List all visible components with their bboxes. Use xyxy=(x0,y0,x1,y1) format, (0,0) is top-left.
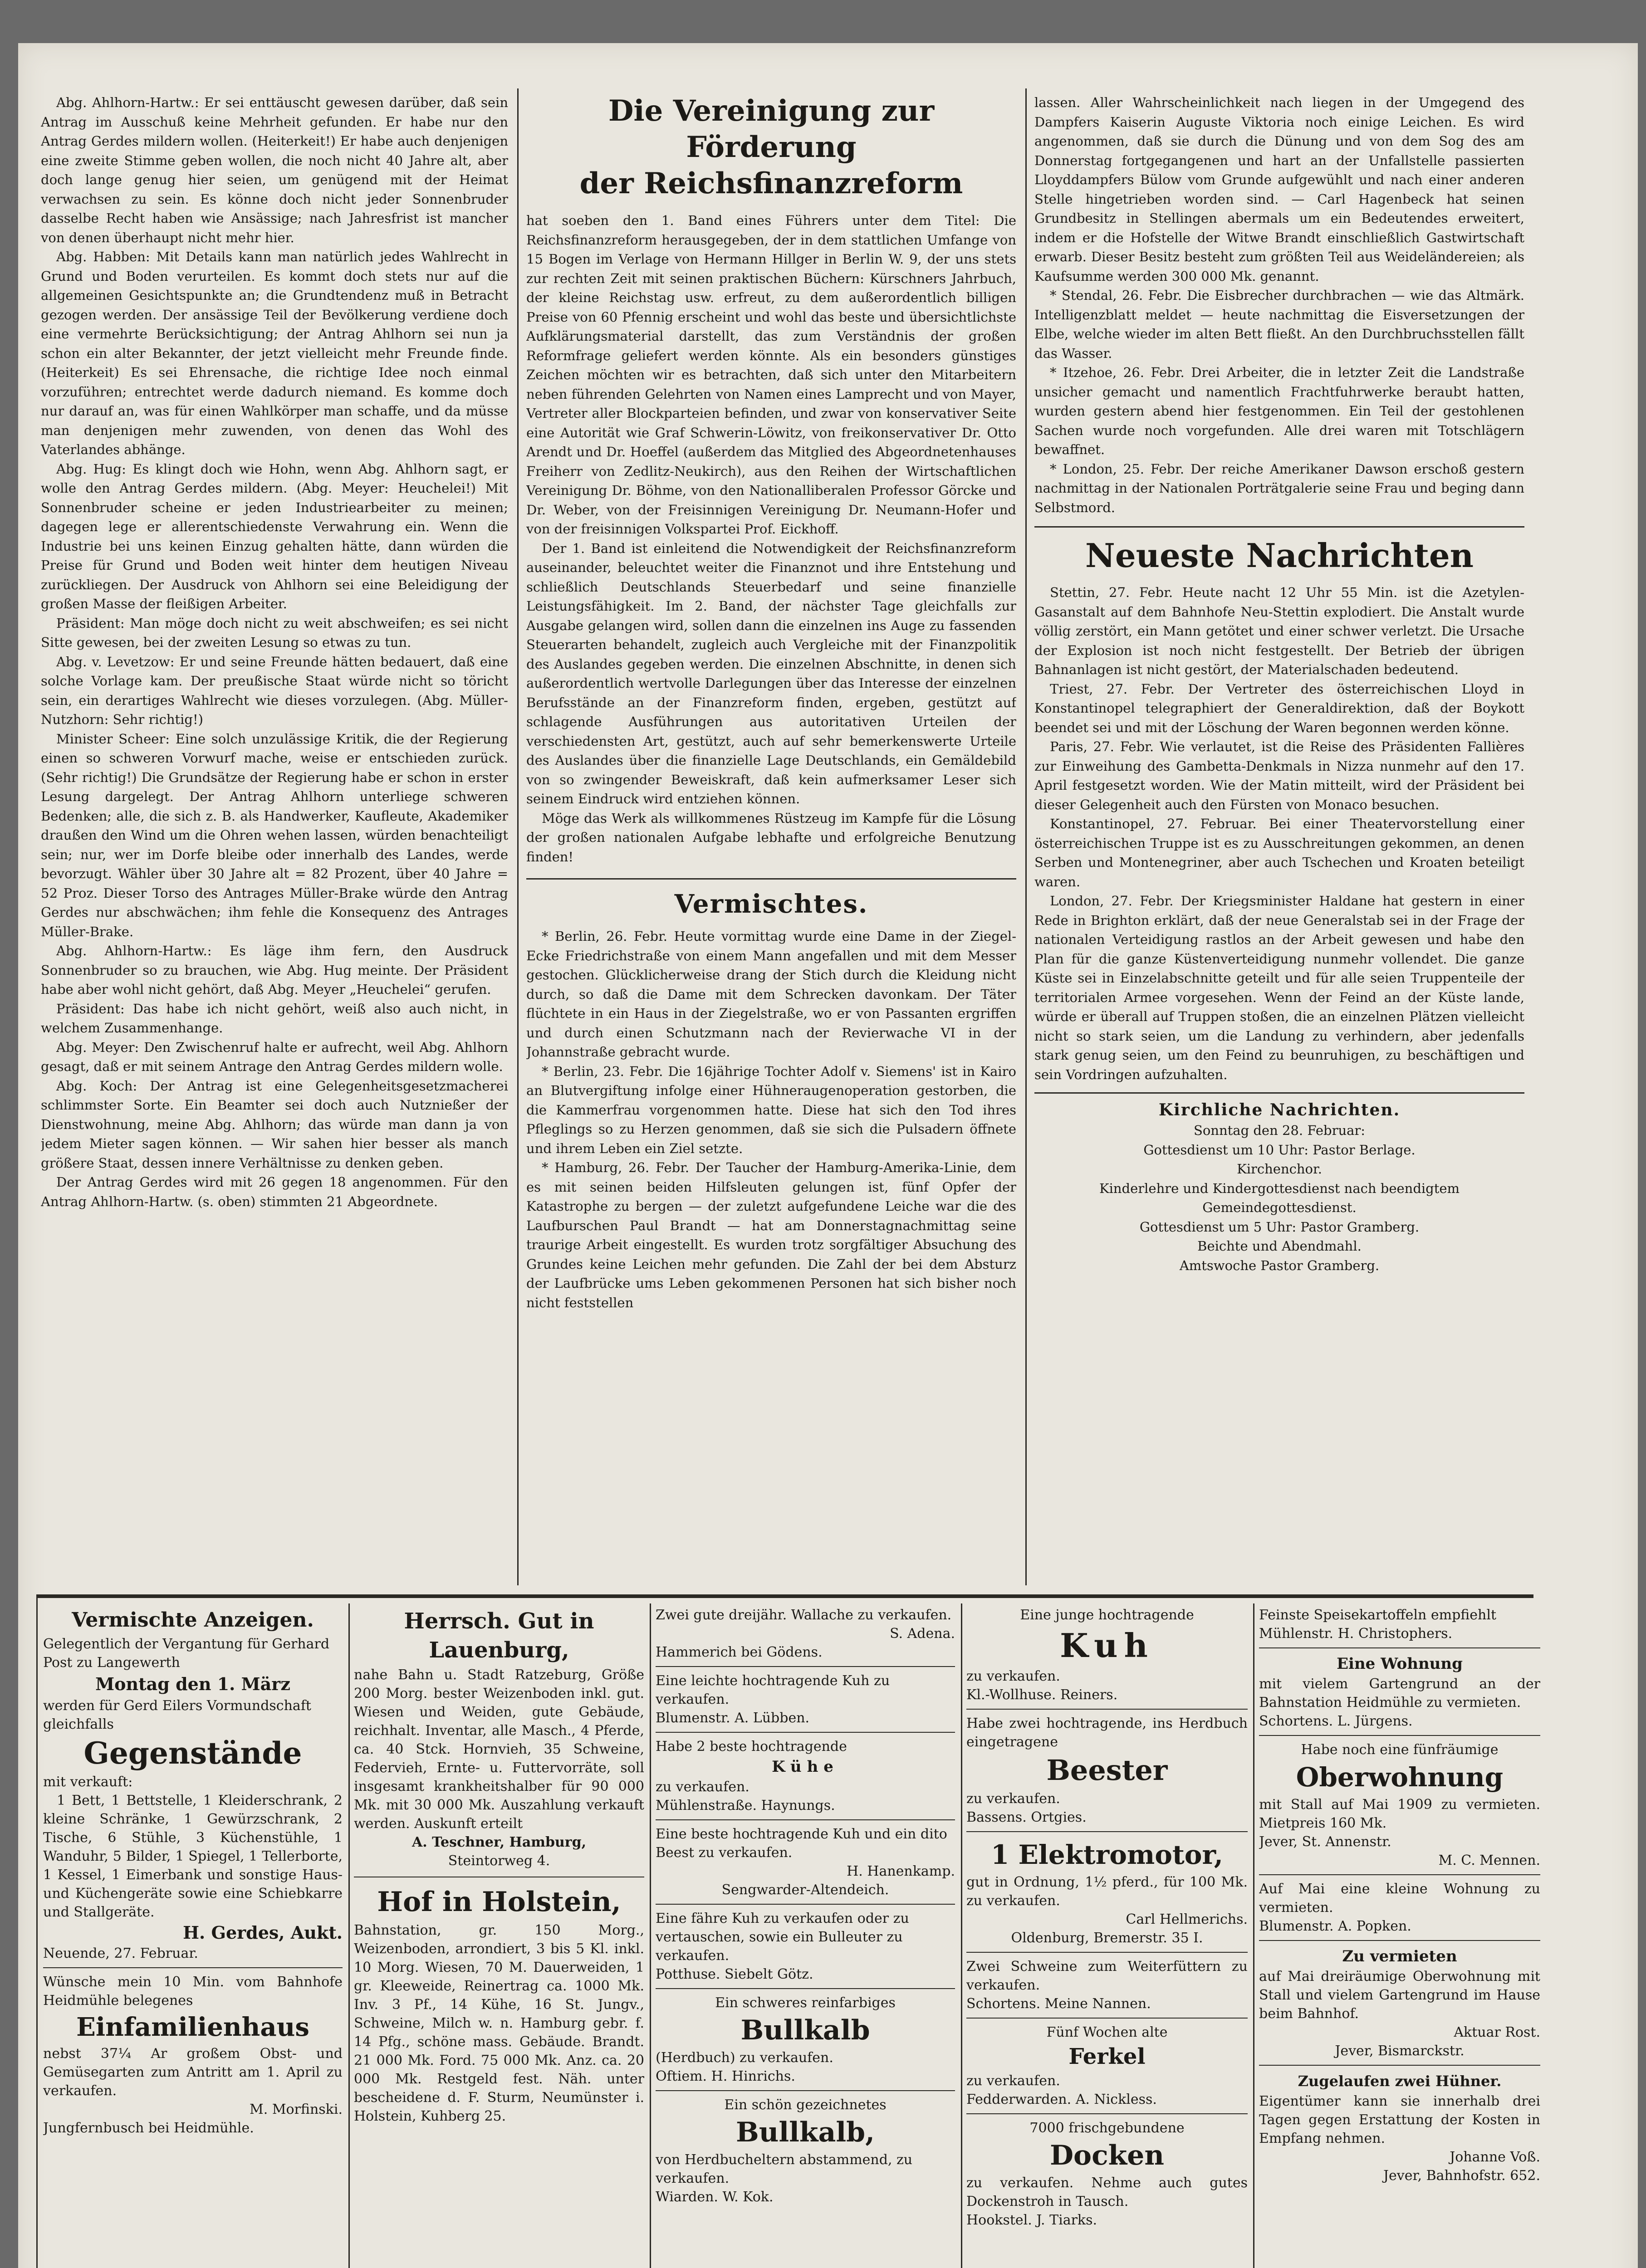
ad-divider xyxy=(43,1967,343,1968)
ad-headline: Hof in Holstein, xyxy=(377,1886,621,1918)
church-news-line: Kirchenchor. xyxy=(1237,1161,1322,1177)
ad-signature: Mühlenstr. H. Christophers. xyxy=(1259,1626,1453,1642)
article-paragraph: Abg. Koch: Der Antrag ist eine Gelegenheitsgesetzmacherei schlimmster Sorte. Ein Beamter sei doch auch Nutznießer der Dienstwohnung, meine Abg. Ahlhorn; das würde man dann ja von jedem Mieter sagen können. — Wir sahen hier besser als manch größere Staat, dessen innere Verhältnisse zu denken geben. xyxy=(41,1078,508,1171)
ad-text: zu verkaufen. xyxy=(656,1779,750,1795)
news-item: Triest, 27. Febr. Der Vertreter des österreichischen Lloyd in Konstantinopel telegraphiert der Generaldirektion, daß der Boykott beendet sei und mit der Löschung der Waren begonnen werden könne. xyxy=(1034,681,1524,735)
news-item: * Stendal, 26. Febr. Die Eisbrecher durchbrachen — wie das Altmärk. Intelligenzblatt meldet — heute nachmittag die Eisversetzungen der Elbe, welche wieder im alten Bett fließt. An den Durchbruchsstellen fällt das Wasser. xyxy=(1034,288,1524,361)
ad-text: Wünsche mein 10 Min. vom Bahnhofe Heidmühle belegenes xyxy=(43,1974,343,2009)
ad-text: nebst 37¼ Ar großem Obst- und Gemüsegarten zum Antritt am 1. April zu verkaufen. xyxy=(43,2046,343,2099)
ad-signature: Hookstel. J. Tiarks. xyxy=(966,2212,1097,2228)
ad-text: Habe noch eine fünfräumige xyxy=(1301,1742,1499,1758)
ad-text: Steintorweg 4. xyxy=(448,1853,550,1869)
ad-text: 1 Bett, 1 Bettstelle, 1 Kleiderschrank, 2 kleine Schränke, 1 Gewürzschrank, 2 Tische, 6 Stühle, 3 Küchenstühle, 1 Wanduhr, 5 Bilder, 1 Spiegel, 1 Tellerborte, 1 Kessel, 1 Eimerbank und sonstige Haus- und Küchengeräte sowie eine Schiebkarre und Stallgeräte. xyxy=(43,1793,343,1920)
article-paragraph: hat soeben den 1. Band eines Führers unter dem Titel: Die Reichsfinanzreform herausgegeben, der in dem stattlichen Umfange von 15 Bogen im Verlage von Hermann Hillger in Berlin W. 9, der uns stets zur rechten Zeit mit seinen praktischen Büchern: Kürschners Jahrbuch, der kleine Reichstag usw. erfreut, zu dem außerordentlich billigen Preise von 60 Pfennig erscheint und wohl das beste und übersichtlichste Aufklärungsmaterial darstellt, das zum Verständnis der großen Reformfrage geliefert werden könnte. Als ein besonders günstiges Zeichen möchten wir es betrachten, daß sich unter den Mitarbeitern neben führenden Gelehrten von Namen eines Lamprecht und von Mayer, Vertreter aller Blockparteien befinden, und zwar von konservativer Seite eine Autorität wie Graf Schwerin-Löwitz, von freikonservativer Dr. Otto Arendt und Dr. Hoeffel (außerdem das Mitglied des Abgeordnetenhauses Freiherr von Zedlitz-Neukirch), aus den Reihen der Wirtschaftlichen Vereinigung Dr. Böhme, von den Nationalliberalen Professor Görcke und Dr. Weber, von der Freisinnigen Vereinigung Dr. Neumann-Hofer und von der freisinnigen Volkspartei Prof. Eickhoff. xyxy=(526,213,1016,537)
ad-frame-left xyxy=(36,1594,38,2268)
ad-section-title: Vermischte Anzeigen. xyxy=(72,1608,314,1632)
ad-signature: Kl.-Wollhuse. Reiners. xyxy=(966,1687,1118,1703)
ad-text: mit verkauft: xyxy=(43,1774,133,1790)
ad-headline: Docken xyxy=(1050,2140,1164,2171)
ad-text: Gelegentlich der Vergantung für Gerhard Post zu Langewerth xyxy=(43,1636,330,1671)
article-paragraph: Der 1. Band ist einleitend die Notwendigkeit der Reichsfinanzreform auseinander, beleuchtet weiter die Finanznot und ihre Entstehung und schließlich Deutschlands Steuerbedarf und seine finanzielle Leistungsfähigkeit. Im 2. Band, der nächster Tage gleichfalls zur Ausgabe gelangen wird, sollen dann die einzelnen ins Auge zu fassenden Steuerarten behandelt, zugleich auch Vergleiche mit der Finanzpolitik des Auslandes gegeben werden. Die einzelnen Abschnitte, in denen sich außerordentlich wertvolle Darlegungen über das Interesse der einzelnen Berufsstände an der Finanzreform finden, ergeben, gestützt auf schlagende Ausführungen aus autoritativen Urteilen der verschiedensten Art, gestützt, auch auf sehr bemerkenswerte Urteile des Auslandes über die finanzielle Lage Deutschlands, ein Gemäldebild von so zwingender Beweiskraft, daß kein aufmerksamer Leser sich seinem Eindruck wird entziehen können. xyxy=(526,540,1016,807)
ad-headline: Ferkel xyxy=(1068,2044,1146,2069)
article-paragraph: Abg. Meyer: Den Zwischenruf halte er aufrecht, weil Abg. Ahlhorn gesagt, daß er mit seinem Antrage den Antrag Gerdes mildern wolle. xyxy=(41,1039,508,1074)
ad-column-rule xyxy=(650,1603,651,2268)
ad-text: gut in Ordnung, 1½ pferd., für 100 Mk. zu verkaufen. xyxy=(966,1874,1248,1909)
section-title: Neueste Nachrichten xyxy=(1085,536,1474,575)
ad-text: Hammerich bei Gödens. xyxy=(656,1644,823,1660)
ad-text: nahe Bahn u. Stadt Ratzeburg, Größe 200 Morg. bester Weizenboden inkl. gut. Wiesen und Weiden, gute Gebäude, reichhalt. Inventar, alle Masch., 4 Pferde, ca. 40 Stck. Hornvieh, 35 Schweine, Federvieh, Ernte- u. Futtervorräte, soll insgesamt krankheitshalber für 90 000 Mk. mit 30 000 Mk. Auszahlung verkauft werden. Auskunft erteilt xyxy=(354,1667,644,1832)
ad-signature: Blumenstr. A. Popken. xyxy=(1259,1918,1411,1934)
ad-text: Eine beste hochtragende Kuh und ein dito Beest zu verkaufen. xyxy=(656,1826,947,1861)
ad-headline: Zugelaufen zwei Hühner. xyxy=(1298,2072,1502,2090)
article-paragraph: Abg. Ahlhorn-Hartw.: Es läge ihm fern, den Ausdruck Sonnenbruder so zu brauchen, wie Abg. Hug meinte. Der Präsident habe aber wohl nicht gehört, daß Abg. Meyer „Heuchelei“ gerufen. xyxy=(41,943,508,997)
newspaper-page xyxy=(18,43,1638,2268)
ad-text: Eine leichte hochtragende Kuh zu verkaufen. xyxy=(656,1673,890,1707)
ad-text: Eine junge hochtragende xyxy=(1020,1607,1194,1623)
ad-text: Ein schön gezeichnetes xyxy=(724,2097,887,2113)
article-paragraph: Minister Scheer: Eine solch unzulässige Kritik, die der Regierung einen so schweren Vorwurf mache, weise er entschieden zurück. (Sehr richtig!) Die Grundsätze der Regierung habe er schon in erster Lesung dargelegt. Der Antrag Ahlhorn unterliege schweren Bedenken; alle, die sich z. B. als Handwerker, Kaufleute, Akademiker draußen den Wind um die Ohren wehen lassen, würden benachteiligt sein; nur, wer im Dorfe bleibe oder innerhalb des Landes, werde bevorzugt. Wähler über 30 Jahre alt = 82 Prozent, über 40 Jahre = 52 Proz. Dieser Torso des Antrages Müller-Brake würde den Antrag Gerdes nur abschwächen; ihm fehle die Konsequenz des Antrages Müller-Brake. xyxy=(41,731,508,939)
news-item: Konstantinopel, 27. Februar. Bei einer Theatervorstellung einer österreichischen Truppe ist es zu Ausschreitungen gekommen, an denen Serben und Montenegriner, aber auch Tschechen und Kroaten beteiligt waren. xyxy=(1034,816,1524,890)
ad-text: Fünf Wochen alte xyxy=(1046,2024,1168,2040)
ad-text: zu verkaufen. Nehme auch gutes Dockenstroh in Tausch. xyxy=(966,2175,1248,2209)
article-paragraph: Präsident: Das habe ich nicht gehört, weiß also auch nicht, in welchem Zusammenhange. xyxy=(41,1001,508,1036)
ad-headline: Einfamilienhaus xyxy=(76,2012,309,2042)
ad-signature: Carl Hellmerichs. xyxy=(1126,1911,1248,1927)
column-rule xyxy=(517,88,519,1585)
ad-text: mit vielem Gartengrund an der Bahnstation Heidmühle zu vermieten. xyxy=(1259,1676,1540,1711)
ad-signature: Wiarden. W. Kok. xyxy=(656,2189,774,2205)
church-news-line: Gottesdienst um 5 Uhr: Pastor Gramberg. xyxy=(1139,1219,1420,1235)
ad-signature: Potthuse. Siebelt Götz. xyxy=(656,1966,813,1982)
column-rule xyxy=(1025,88,1027,1585)
ad-signature: M. C. Mennen. xyxy=(1438,1853,1540,1868)
section-rule xyxy=(526,878,1016,880)
ad-signature: Johanne Voß. xyxy=(1450,2149,1540,2165)
ad-column-rule xyxy=(1253,1603,1254,2268)
article-headline: der Reichsfinanzreform xyxy=(579,166,963,200)
news-item: * Hamburg, 26. Febr. Der Taucher der Hamburg-Amerika-Linie, dem es mit seinen beiden Hilfsleuten gelungen ist, fünf Opfer der Katastrophe zu bergen — der zuletzt aufgefundene Leiche war die des Laufburschen Paul Brandt — hat am Donnerstagnachmittag seine traurige Arbeit eingestellt. Es wurden trotz sorgfältiger Absuchung des Grundes keine Leichen mehr gefunden. Die Zahl der bei dem Absturz der Laufbrücke ums Leben gekommenen Personen hat sich bisher noch nicht feststellen xyxy=(526,1160,1016,1310)
ad-headline: Gegenstände xyxy=(83,1735,302,1771)
ad-signature: Blumenstr. A. Lübben. xyxy=(656,1710,810,1726)
ad-text: Habe 2 beste hochtragende xyxy=(656,1739,847,1755)
ad-signature: Schortens. L. Jürgens. xyxy=(1259,1713,1413,1729)
section-rule xyxy=(1034,1092,1524,1094)
ad-signature: Mühlenstraße. Haynungs. xyxy=(656,1798,835,1813)
ad-text: zu verkaufen. xyxy=(966,1668,1060,1684)
article-headline: Die Vereinigung zur Förderung xyxy=(608,94,935,164)
ad-text: Montag den 1. März xyxy=(95,1674,290,1694)
ad-text: Zwei gute dreijähr. Wallache zu verkaufen. xyxy=(656,1607,952,1623)
ad-text: mit Stall auf Mai 1909 zu vermieten. Mietpreis 160 Mk. xyxy=(1259,1797,1540,1831)
ad-text: werden für Gerd Eilers Vormundschaft gleichfalls xyxy=(43,1698,311,1732)
ad-text: Ein schweres reinfarbiges xyxy=(715,1995,896,2011)
news-item: * Berlin, 26. Febr. Heute vormittag wurde eine Dame in der Ziegel- Ecke Friedrichstraße von einem Mann angefallen und mit dem Messer gestochen. Glücklicherweise drang der Stich durch die Kleidung nicht durch, so daß die Dame mit dem Schrecken davonkam. Der Täter flüchtete in ein Haus in der Ziegelstraße, wo er von Passanten ergriffen und durch einen Schutzmann nach der Revierwache VI in der Johannstraße gebracht wurde. xyxy=(526,929,1016,1060)
ad-column-d xyxy=(966,1606,1248,2268)
news-item: London, 27. Febr. Der Kriegsminister Haldane hat gestern in einer Rede in Brighton erklärt, daß der neue Generalstab sei in der Frage der nationalen Verteidigung rastlos an der Arbeit gewesen und habe den Plan für die ganze Küstenverteidigung nunmehr vollendet. Die ganze Küste sei in Einzelabschnitte geteilt und für alle seien Truppenteile der territorialen Armee vorgesehen. Wenn der Feind an der Küste lande, würde er überall auf Truppen stoßen, die an einzelnen Plätzen vielleicht nicht so stark seien, um die Landung zu verhindern, aber jedenfalls stark genug seien, um den Feind zu beunruhigen, zu beschäftigen und sein Vordringen aufzuhalten. xyxy=(1034,893,1524,1082)
ad-text: Neuende, 27. Februar. xyxy=(43,1945,198,1961)
ad-text: zu verkaufen. xyxy=(966,1791,1060,1807)
section-title: Vermischtes. xyxy=(674,889,868,919)
church-news-line: Gottesdienst um 10 Uhr: Pastor Berlage. xyxy=(1143,1142,1416,1158)
ad-text: Bahnstation, gr. 150 Morg., Weizenboden, arrondiert, 3 bis 5 Kl. inkl. 10 Morg. Wiesen, 70 M. Dauerweiden, 1 gr. Kleeweide, Reinertrag ca. 1000 Mk. Inv. 3 Pf., 14 Kühe, 16 St. Jungv., Schweine, Milch w. n. Hamburg gebr. f. 14 Pfg., schöne mass. Gebäude. Brandt. 21 000 Mk. Ford. 75 000 Mk. Anz. ca. 20 000 Mk. Restgeld fest. Näh. unter bescheidene d. F. Sturm, Neumünster i. Holstein, Kuhberg 25. xyxy=(354,1922,644,2124)
ad-column-e xyxy=(1259,1606,1540,2268)
church-news-line: Beichte und Abendmahl. xyxy=(1197,1238,1362,1254)
article-paragraph: Abg. Hug: Es klingt doch wie Hohn, wenn Abg. Ahlhorn sagt, er wolle den Antrag Gerdes mildern. (Abg. Meyer: Heuchelei!) Mit Sonnenbruder scheine er jeden Industriearbeiter zu meinen; dagegen lege er allerentschiedenste Verwahrung ein. Wenn die Industrie bei uns keinen Einzug gehalten hätte, dann würden die Preise für Grund und Boden weit hinter dem heutigen Niveau zurückliegen. Der Ausdruck von Ahlhorn sei eine Beleidigung der großen Masse der fleißigen Arbeiter. xyxy=(41,461,508,611)
article-paragraph: Der Antrag Gerdes wird mit 26 gegen 18 angenommen. Für den Antrag Ahlhorn-Hartw. (s. oben) stimmten 21 Abgeordnete. xyxy=(41,1174,508,1209)
ad-column-rule xyxy=(961,1603,962,2268)
ad-signature: Bassens. Ortgies. xyxy=(966,1809,1087,1825)
ad-column-c xyxy=(656,1606,955,2268)
news-item: * Berlin, 23. Febr. Die 16jährige Tochter Adolf v. Siemens' ist in Kairo an Blutvergiftung infolge einer Hühneraugenoperation gestorben, die die Kammerfrau vorgenommen hatte. Diese hat sich den Tod ihres Pfleglings so zu Herzen genommen, daß sie sich die Pulsadern öffnete und ihrem Leben ein Ziel setzte. xyxy=(526,1063,1016,1156)
ad-signature: S. Adena. xyxy=(890,1626,955,1642)
news-item: Paris, 27. Febr. Wie verlautet, ist die Reise des Präsidenten Fallières zur Einweihung des Gambetta-Denkmals in Nizza nunmehr auf den 17. April festgesetzt worden. Wie der Matin mitteilt, wird der Präsident bei dieser Gelegenheit auch den Fürsten von Monaco besuchen. xyxy=(1034,739,1524,812)
ad-text: Oldenburg, Bremerstr. 35 I. xyxy=(1011,1930,1203,1946)
article-paragraph: Möge das Werk als willkommenes Rüstzeug im Kampfe für die Lösung der großen nationalen Aufgabe lebhafte und erfolgreiche Benutzung finden! xyxy=(526,810,1016,865)
ad-signature: Jever, St. Annenstr. xyxy=(1259,1834,1391,1850)
ad-signature: Fedderwarden. A. Nickless. xyxy=(966,2092,1157,2107)
ad-headline: Bullkalb xyxy=(740,2014,870,2046)
church-news-line: Amtswoche Pastor Gramberg. xyxy=(1179,1257,1380,1273)
ad-signature: H. Hanenkamp. xyxy=(847,1863,955,1879)
ad-headline: Zu vermieten xyxy=(1342,1947,1457,1965)
article-paragraph: Abg. Habben: Mit Details kann man natürlich jedes Wahlrecht in Grund und Boden verurteilen. Es kommt doch stets nur auf die allgemeinen Gesichtspunkte an; die Grundtendenz muß in Betracht gezogen werden. Der ansässige Teil der Bevölkerung verdiene doch eine vermehrte Berücksichtigung; der Antrag Ahlhorn sei nun ja schon ein alter Bekannter, der jetzt vielleicht mehr Freunde finde. (Heiterkeit) Es sei Ehrensache, die richtige Idee noch einmal vorzuführen; entrechtet werde dadurch niemand. Es komme doch nur darauf an, was für einen Wahlkörper man schaffe, und da müsse man denjenigen mehr zuwenden, von denen das Wohl des Vaterlandes abhänge. xyxy=(41,249,508,457)
church-news-line: Sonntag den 28. Februar: xyxy=(1193,1123,1366,1138)
ad-column-b xyxy=(354,1606,644,2268)
article-paragraph: Abg. Ahlhorn-Hartw.: Er sei enttäuscht gewesen darüber, daß sein Antrag im Ausschuß keine Mehrheit gefunden. Er habe nur den Antrag Gerdes mildern wollen. (Heiterkeit!) Er habe auch denjenigen eine zweite Stimme geben wollen, die noch nicht 40 Jahre alt, aber doch lange genug hier seien, um genügend mit der Heimat verwachsen zu sein. Es könne doch nicht jeder Sonnenbruder dasselbe Recht haben wie Ansässige; nach Jahresfrist ist mancher von denen überhaupt nicht mehr hier. xyxy=(41,95,508,245)
ad-text: Jever, Bahnhofstr. 652. xyxy=(1383,2168,1540,2184)
ad-signature: Schortens. Meine Nannen. xyxy=(966,1996,1151,2012)
ad-headline: 1 Elektromotor, xyxy=(991,1839,1223,1870)
ad-headline: Bullkalb, xyxy=(735,2116,875,2148)
column-middle xyxy=(526,93,1016,1590)
news-item: Stettin, 27. Febr. Heute nacht 12 Uhr 55 Min. ist die Azetylen-Gasanstalt auf dem Bahnhofe Neu-Stettin explodiert. Die Anstalt wurde völlig zerstört, ein Mann getötet und einer schwer verletzt. Die Ursache der Explosion ist noch nicht festgestellt. Der Betrieb der übrigen Bahnanlagen ist nicht gestört, der Materialschaden bedeutend. xyxy=(1034,585,1524,677)
ad-column-a xyxy=(43,1606,343,2268)
ad-text: Sengwarder-Altendeich. xyxy=(721,1882,889,1898)
ad-text: Habe zwei hochtragende, ins Herdbuch eingetragene xyxy=(966,1716,1248,1750)
ad-text: (Herdbuch) zu verkaufen. xyxy=(656,2050,833,2066)
ad-text: Jever, Bismarckstr. xyxy=(1335,2043,1465,2059)
ad-text: Feinste Speisekartoffeln empfiehlt xyxy=(1259,1607,1497,1623)
ad-headline: Beester xyxy=(1046,1754,1168,1787)
ad-text: Eine fähre Kuh zu verkaufen oder zu vertauschen, sowie ein Bulleuter zu verkaufen. xyxy=(656,1911,909,1964)
ad-text: 7000 frischgebundene xyxy=(1029,2120,1185,2136)
news-item: * Itzehoe, 26. Febr. Drei Arbeiter, die in letzter Zeit die Landstraße unsicher gemacht und namentlich Frachtfuhrwerke beraubt hatten, wurden gestern abend hier festgenommen. Ein Teil der gestohlenen Sachen wurde noch vorgefunden. Alle drei waren mit Totschlägern bewaffnet. xyxy=(1034,365,1524,457)
column-right xyxy=(1034,93,1524,1585)
church-news-line: Kinderlehre und Kindergottesdienst nach beendigtem Gemeindegottesdienst. xyxy=(1099,1180,1460,1215)
ad-headline: Herrsch. Gut in Lauenburg, xyxy=(404,1608,594,1663)
ad-signature: M. Morfinski. xyxy=(250,2102,343,2117)
ad-headline: Oberwohnung xyxy=(1296,1762,1504,1793)
ad-column-rule xyxy=(348,1603,350,2268)
ads-separator xyxy=(36,1594,1533,1598)
ad-headline: Kuh xyxy=(1060,1626,1154,1665)
ad-signature: H. Gerdes, Aukt. xyxy=(183,1922,343,1943)
ad-text: zu verkaufen. xyxy=(966,2073,1060,2089)
ad-text: Eigentümer kann sie innerhalb drei Tagen gegen Erstattung der Kosten in Empfang nehmen. xyxy=(1259,2093,1540,2146)
ad-text: Zwei Schweine zum Weiterfüttern zu verkaufen. xyxy=(966,1959,1248,1993)
article-paragraph: Präsident: Man möge doch nicht zu weit abschweifen; es sei nicht Sitte gewesen, bei der zweiten Lesung so etwas zu tun. xyxy=(41,615,508,650)
ad-text: Auf Mai eine kleine Wohnung zu vermieten. xyxy=(1259,1881,1540,1916)
ad-text: von Herdbucheltern abstammend, zu verkaufen. xyxy=(656,2152,913,2186)
church-news-title: Kirchliche Nachrichten. xyxy=(1158,1100,1401,1119)
ad-signature: A. Teschner, Hamburg, xyxy=(412,1834,587,1850)
news-item: * London, 25. Febr. Der reiche Amerikaner Dawson erschoß gestern nachmittag in der Nationalen Porträtgalerie seine Frau und beging dann Selbstmord. xyxy=(1034,461,1524,515)
ad-headline: Kühe xyxy=(772,1758,839,1776)
ad-signature: Aktuar Rost. xyxy=(1454,2024,1540,2040)
article-paragraph: lassen. Aller Wahrscheinlichkeit nach liegen in der Umgegend des Dampfers Kaiserin Auguste Viktoria noch einige Leichen. Es wird angenommen, daß sie durch die Dünung und von dem Sog des am Donnerstag fortgegangenen und hart an der Unfallstelle passierten Lloyddampfers Bülow vom Grunde aufgewühlt und nach einer anderen Stelle hingetrieben worden sind. — Carl Hagenbeck hat seinen Grundbesitz in Stellingen abermals um ein Bedeutendes erweitert, indem er die Hofstelle der Witwe Brandt einschließlich Gastwirtschaft erwarb. Dieser Besitz besteht zum größten Teil aus Weideländereien; als Kaufsumme werden 300 000 Mk. genannt. xyxy=(1034,95,1524,284)
article-paragraph: Abg. v. Levetzow: Er und seine Freunde hätten bedauert, daß eine solche Vorlage kam. Der preußische Staat würde nicht so töricht sein, ein derartiges Wahlrecht wie dieses vorzulegen. (Abg. Müller-Nutzhorn: Sehr richtig!) xyxy=(41,654,508,727)
ad-signature: Oftiem. H. Hinrichs. xyxy=(656,2068,795,2084)
ad-headline: Eine Wohnung xyxy=(1337,1655,1463,1673)
column-left xyxy=(41,93,508,1585)
section-rule xyxy=(1034,526,1524,528)
ad-text: Jungfernbusch bei Heidmühle. xyxy=(43,2120,254,2136)
ad-text: auf Mai dreiräumige Oberwohnung mit Stall und vielem Gartengrund im Hause beim Bahnhof. xyxy=(1259,1969,1540,2022)
